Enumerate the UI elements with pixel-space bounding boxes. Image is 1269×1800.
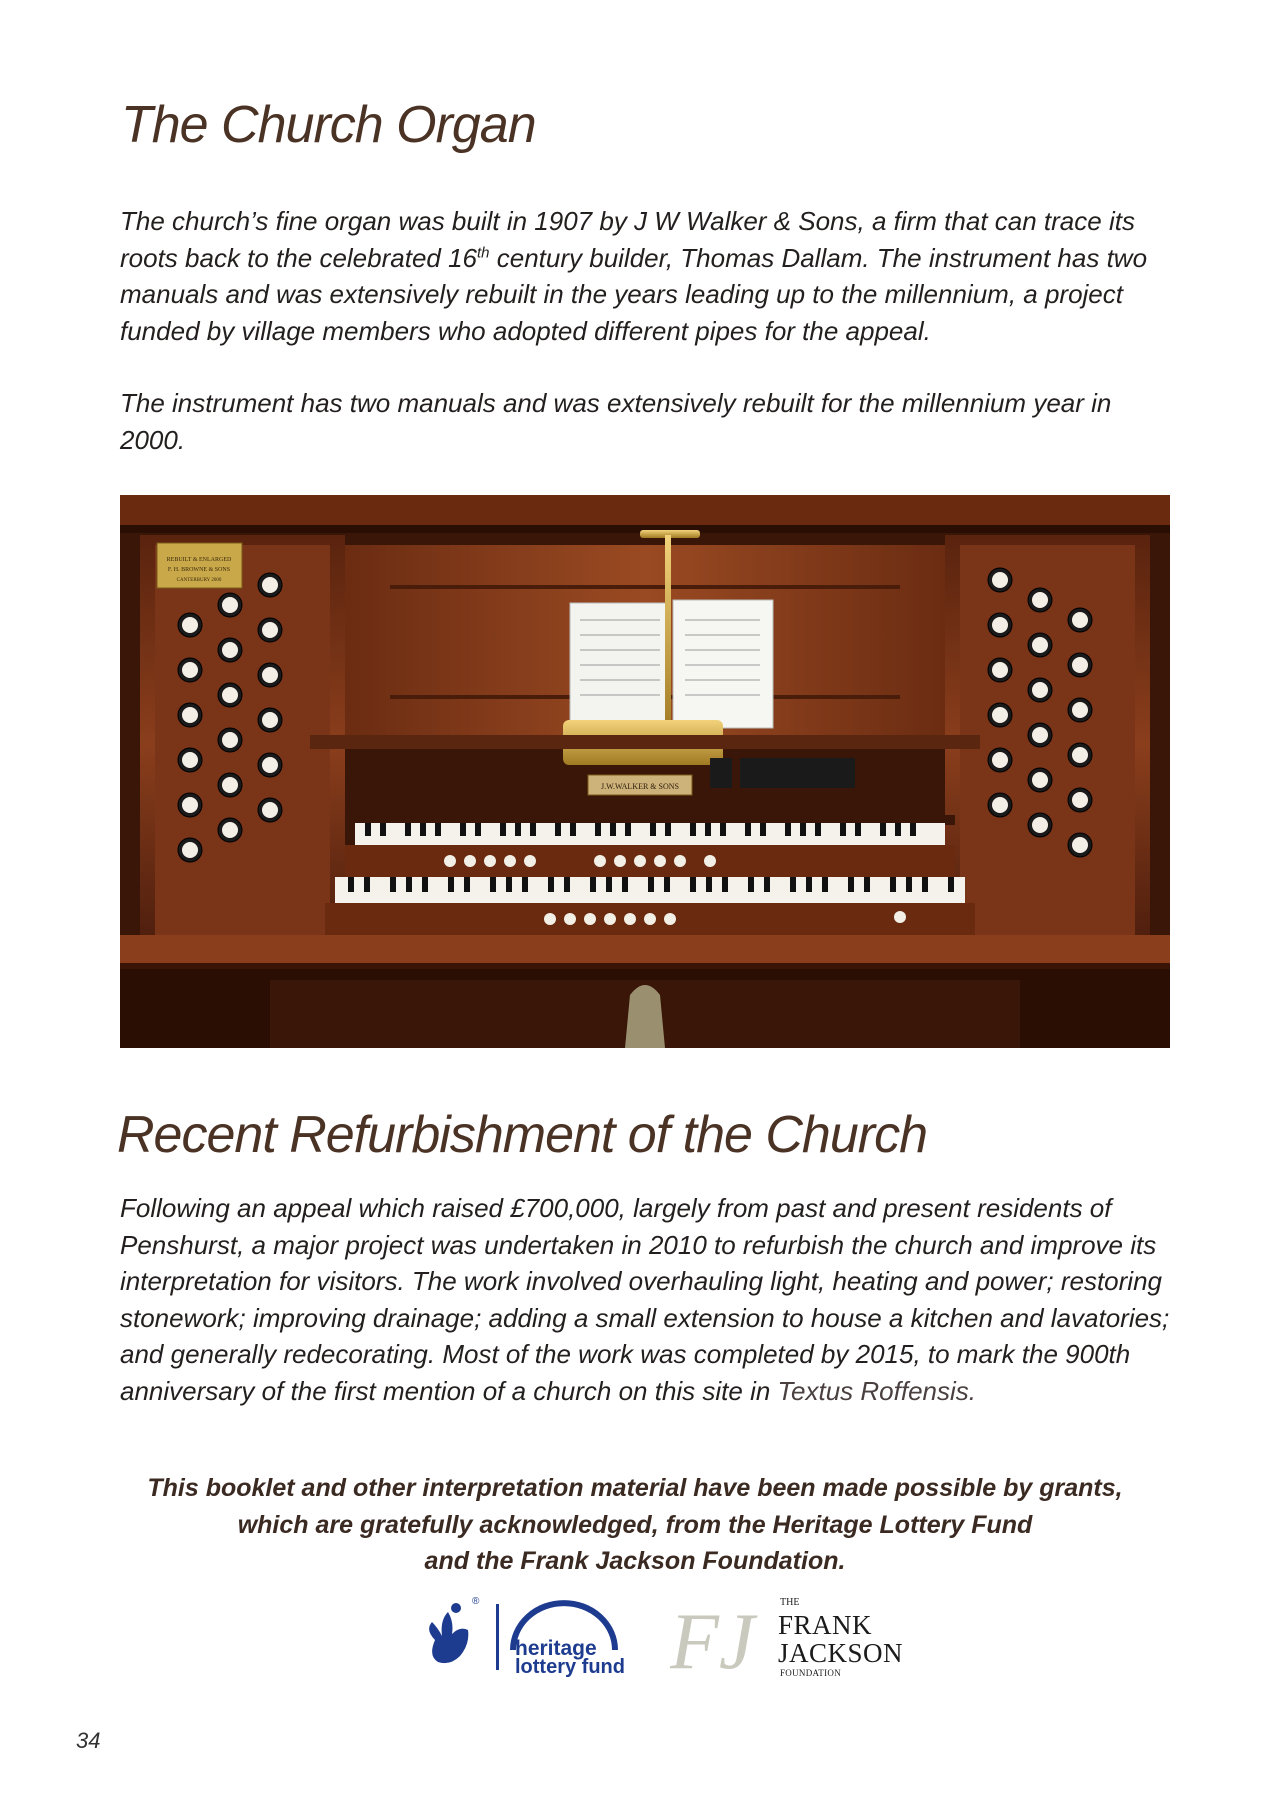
organ-section-title: The Church Organ <box>121 96 536 154</box>
organ-para-text-b: century builder, Thomas Dallam. The instrument has two manuals and was extensively rebuilt in the years leading up to the millennium, a project funded by village members who adopted different pipes for the appeal. <box>120 242 1148 346</box>
organ-console-photo <box>120 495 1170 1048</box>
hlf-word-heritage: heritage <box>515 1637 597 1660</box>
refurbishment-text: Following an appeal which raised £700,000, largely from past and present residents of Penshurst, a major project was undertaken in 2010 to refurbish the church and improve its interpretation for visitors. The work involved overhauling light, heating and power; restoring stonework; improving drainage; adding a small extension to house a kitchen and lavatories; and generally redecorating. Most of the work was completed by 2015, to mark the 900th anniversary of the first mention of a church on this site in <box>120 1193 1170 1406</box>
svg-text:J.W.WALKER & SONS: J.W.WALKER & SONS <box>601 782 679 791</box>
svg-text:F. H. BROWNE & SONS: F. H. BROWNE & SONS <box>167 567 231 573</box>
organ-history-paragraph <box>120 203 1170 349</box>
acknowledgement-note <box>120 1470 1150 1580</box>
registered-mark: ® <box>472 1596 480 1607</box>
organ-para-text-a: The church’s fine organ was built in 1907 by J W Walker & Sons, a firm that can trace its roots back to the celebrated 16 <box>120 206 1135 273</box>
fjf-the-label: THE <box>780 1597 800 1608</box>
page-number: 34 <box>76 1728 101 1753</box>
svg-text:CANTERBURY 2000: CANTERBURY 2000 <box>176 578 222 583</box>
fjf-frank-label: FRANK <box>778 1610 873 1640</box>
fjf-jackson-label: JACKSON <box>778 1638 904 1668</box>
textus-roffensis-reference: Textus Roffensis. <box>777 1375 977 1406</box>
svg-text:REBUILT & ENLARGED: REBUILT & ENLARGED <box>166 557 232 563</box>
ordinal-superscript: th <box>477 243 490 261</box>
heritage-lottery-fund-logo <box>420 1590 625 1680</box>
organ-rebuild-paragraph: The instrument has two manuals and was extensively rebuilt for the millennium year in 2000. <box>120 388 1112 455</box>
fjf-foundation-label: FOUNDATION <box>780 1668 841 1678</box>
ack-line-1: This booklet and other interpretation material have been made possible by grants, <box>147 1474 1123 1502</box>
fjf-monogram: FJ <box>670 1598 755 1686</box>
refurbishment-section-title: Recent Refurbishment of the Church <box>117 1106 927 1164</box>
refurbishment-paragraph <box>120 1190 1180 1409</box>
hlf-word-lottery-fund: lottery fund <box>515 1656 625 1678</box>
ack-line-3: and the Frank Jackson Foundation. <box>424 1547 846 1575</box>
ack-line-2: which are gratefully acknowledged, from the Heritage Lottery Fund <box>237 1510 1033 1539</box>
